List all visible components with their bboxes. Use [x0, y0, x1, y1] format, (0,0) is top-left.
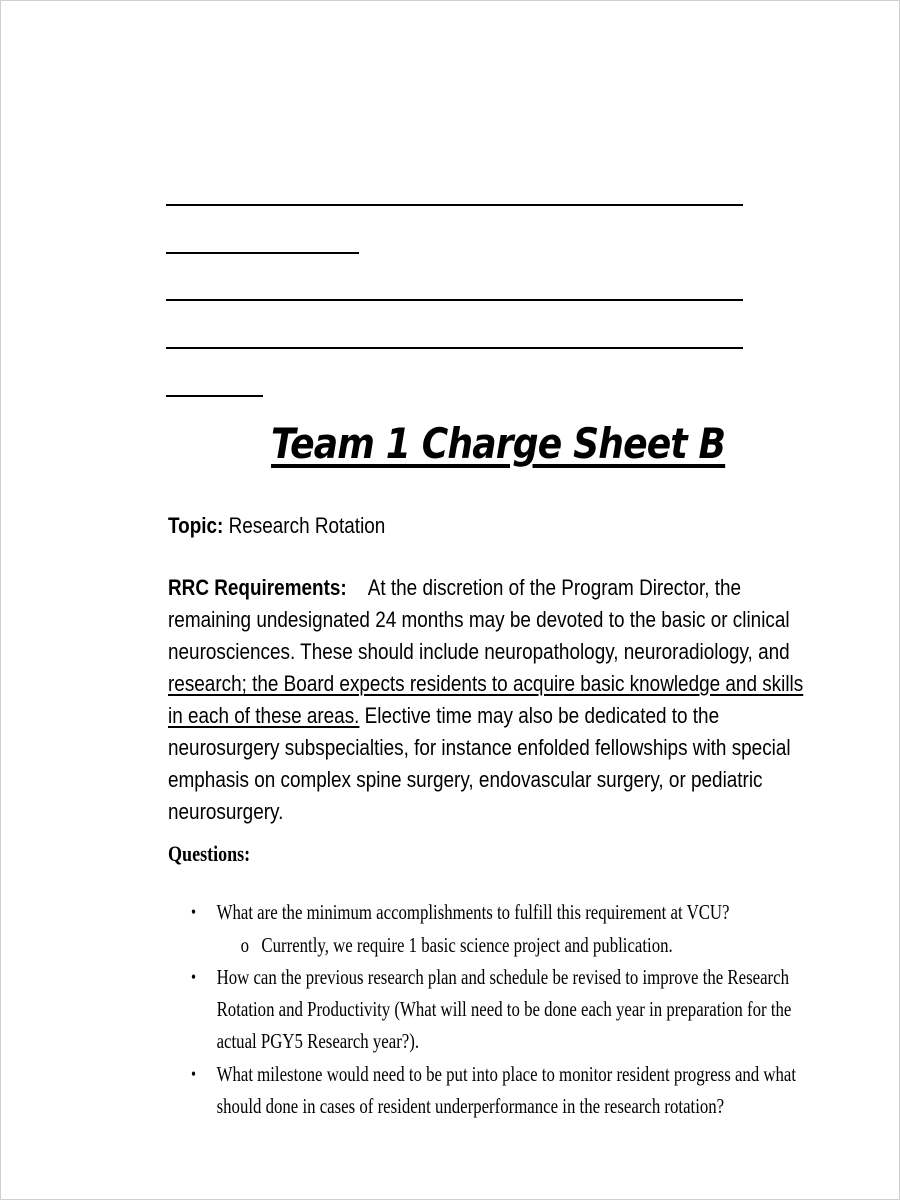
question-1-sub-text: Currently, we require 1 basic science project and publication. — [261, 933, 673, 957]
bullet-icon: • — [191, 902, 197, 922]
rrc-line-5-underlined: in each of these areas. — [168, 703, 360, 728]
topic-value: Research Rotation — [228, 513, 386, 538]
rrc-line-1 — [168, 572, 770, 604]
questions-list — [191, 896, 797, 1123]
topic-label: Topic: — [168, 513, 224, 538]
question-item-2 — [191, 961, 792, 1057]
rrc-line-3: neurosciences. These should include neuropathology, neuroradiology, and — [168, 639, 790, 664]
questions-heading: Questions: — [168, 841, 251, 866]
page-title: Team 1 Charge Sheet B — [271, 419, 726, 468]
rrc-label: RRC Requirements: — [168, 575, 347, 600]
rrc-line-5 — [168, 700, 770, 732]
rrc-line-5-rest: Elective time may also be dedicated to the — [359, 703, 720, 728]
rrc-line-7: emphasis on complex spine surgery, endovascular surgery, or pediatric — [168, 767, 763, 792]
rrc-paragraph — [168, 572, 804, 828]
rrc-line-2: remaining undesignated 24 months may be devoted to the basic or clinical — [168, 607, 790, 632]
question-3-line-1: What milestone would need to be put into place to monitor resident progress and what — [216, 1062, 797, 1086]
sub-bullet-icon: o — [240, 933, 249, 957]
bullet-icon: • — [191, 1064, 197, 1084]
question-2-line-3: actual PGY5 Research year?). — [216, 1029, 420, 1053]
question-2-line-2: Rotation and Productivity (What will need to be done each year in preparation for the — [216, 997, 792, 1021]
question-item-3 — [191, 1058, 797, 1122]
bullet-icon: • — [191, 967, 197, 987]
topic-line — [168, 513, 385, 539]
blank-line-5 — [166, 395, 263, 397]
question-3-line-2: should done in cases of resident underperformance in the research rotation? — [216, 1094, 725, 1118]
blank-line-2 — [166, 252, 359, 254]
question-item-1 — [191, 896, 751, 928]
question-1-text: What are the minimum accomplishments to fulfill this requirement at VCU? — [216, 900, 730, 924]
rrc-text-1: At the discretion of the Program Director, the — [367, 575, 742, 600]
question-1-subitem — [191, 929, 751, 961]
rrc-line-6: neurosurgery subspecialties, for instance enfolded fellowships with special — [168, 735, 791, 760]
blank-line-1 — [166, 204, 743, 206]
blank-line-4 — [166, 347, 743, 349]
blank-line-3 — [166, 299, 743, 301]
rrc-line-8: neurosurgery. — [168, 799, 284, 824]
question-2-line-1: How can the previous research plan and schedule be revised to improve the Research — [216, 965, 789, 989]
rrc-line-4: research; the Board expects residents to acquire basic knowledge and skills — [168, 671, 804, 696]
